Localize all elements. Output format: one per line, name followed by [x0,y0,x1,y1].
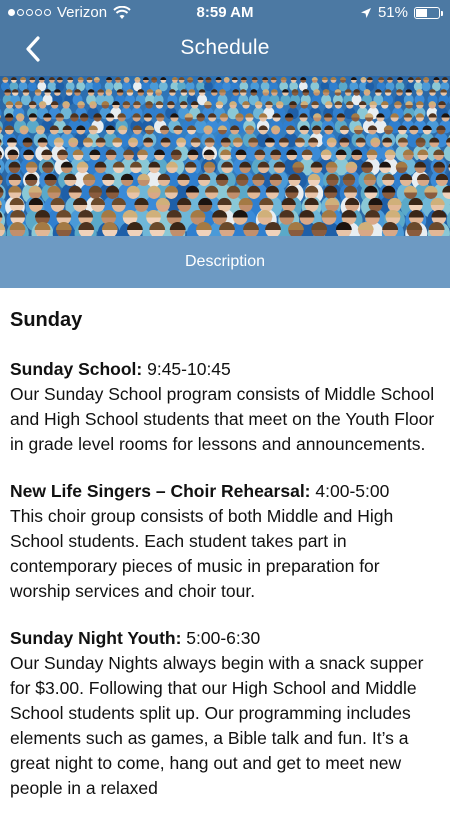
status-bar [0,0,450,26]
tab-description[interactable] [0,236,450,288]
event-time: 5:00-6:30 [181,628,260,648]
event-sunday-school [10,357,440,457]
event-description: This choir group consists of both Middle and High School students. Each student takes part in contemporary pieces of music in preparation for worship services and choir tour. [10,506,393,601]
hero-group-photo [0,76,450,236]
nav-header [0,0,450,76]
crowd-photo [0,76,450,236]
tab-description-label: Description [185,253,265,271]
schedule-content [10,308,440,823]
page-title: Schedule [0,36,450,60]
battery-percent: 51% [378,4,408,21]
status-right [360,4,440,21]
event-title: Sunday Night Youth: [10,628,181,648]
location-arrow-icon [360,7,372,19]
event-choir-rehearsal [10,479,440,604]
event-time: 9:45-10:45 [142,359,231,379]
event-description: Our Sunday Nights always begin with a snack supper for $3.00. Following that our High School and Middle School students split up. Our programming includes elements such as games, a Bible talk and fun. It’s a great night to come, hang out and get to meet new people in a relaxed [10,653,423,798]
event-title: Sunday School: [10,359,142,379]
carrier-name: Verizon [57,4,107,21]
event-time: 4:00-5:00 [311,481,390,501]
battery-fill [416,9,427,17]
status-time: 8:59 AM [0,4,450,21]
battery-icon [414,7,440,19]
day-heading: Sunday [10,308,440,333]
event-title: New Life Singers – Choir Rehearsal: [10,481,311,501]
event-sunday-night-youth [10,626,440,801]
event-description: Our Sunday School program consists of Middle School and High School students that meet on the Youth Floor in grade level rooms for lessons and announcements. [10,384,434,454]
